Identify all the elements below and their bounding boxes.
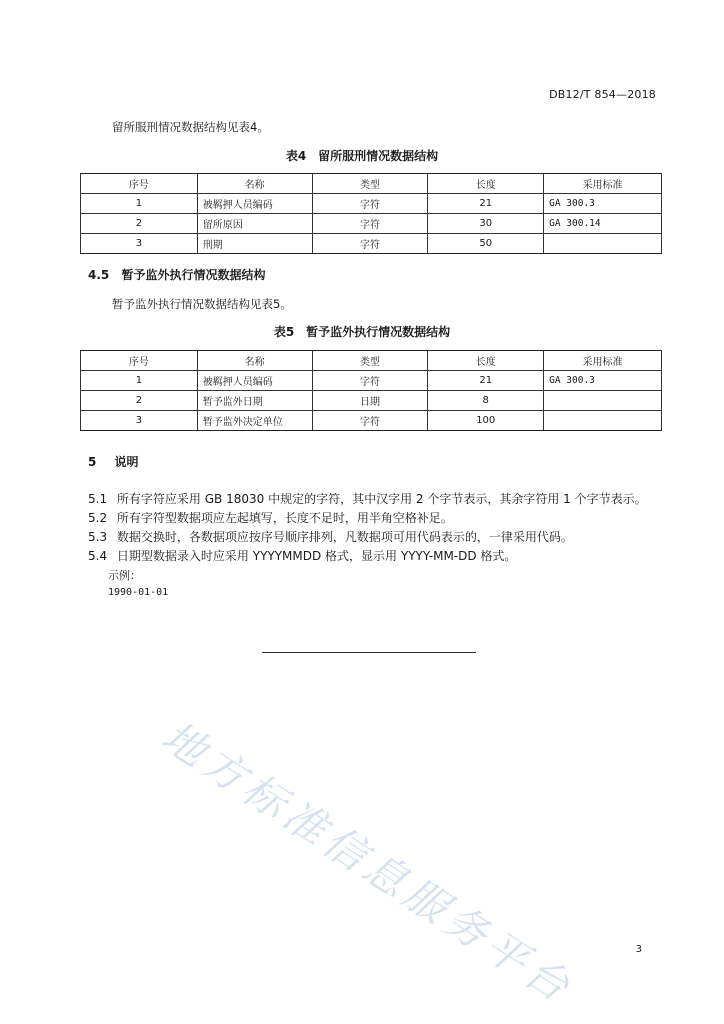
table-cell: 被羁押人员编码: [197, 371, 312, 391]
table5-intro: 暂予监外执行情况数据结构见表5。: [112, 297, 292, 311]
clause-number: 5.3: [88, 530, 108, 544]
column-header: 序号: [81, 174, 198, 194]
table-header-row: [81, 351, 662, 371]
table4-intro: 留所服刑情况数据结构见表4。: [112, 120, 269, 134]
section-title: 说明: [114, 455, 139, 469]
table-cell: 3: [81, 234, 198, 254]
table-cell: 8: [428, 391, 544, 411]
section-4-5-heading: [88, 266, 265, 283]
table-cell: 3: [81, 411, 198, 431]
example-label: 示例：: [108, 569, 141, 582]
table-cell: 留所原因: [197, 214, 312, 234]
table-cell: 暂予监外决定单位: [197, 411, 312, 431]
column-header: 采用标准: [544, 174, 662, 194]
watermark: 地方标准信息服务平台: [153, 711, 583, 1015]
table-cell: 1: [81, 194, 198, 214]
column-header: 类型: [312, 351, 428, 371]
section-5-heading: [88, 453, 139, 470]
table-cell: 被羁押人员编码: [197, 194, 312, 214]
page-number: 3: [635, 944, 642, 955]
table-row: [81, 214, 662, 234]
table-cell: 字符: [312, 214, 428, 234]
table-cell: 50: [428, 234, 544, 254]
column-header: 长度: [428, 351, 544, 371]
table5: [80, 350, 662, 431]
table-row: [81, 194, 662, 214]
clause-number: 5.1: [88, 492, 108, 506]
table-row: [81, 391, 662, 411]
table-header-row: [81, 174, 662, 194]
clause-5-4: [88, 547, 516, 564]
table-cell: GA 300.14: [544, 214, 662, 234]
clause-text: 数据交换时，各数据项应按序号顺序排列，凡数据项可用代码表示的，一律采用代码。: [116, 530, 573, 544]
table4: [80, 173, 662, 254]
clause-5-3: [88, 528, 573, 545]
table-cell: [544, 234, 662, 254]
section-number: 5: [88, 455, 97, 469]
clause-number: 5.4: [88, 549, 108, 563]
column-header: 名称: [197, 174, 312, 194]
table-row: [81, 411, 662, 431]
table-cell: 21: [428, 371, 544, 391]
clause-text: 所有字符型数据项应左起填写，长度不足时，用半角空格补足。: [116, 511, 453, 525]
table-cell: 100: [428, 411, 544, 431]
table5-caption: 表5 暂予监外执行情况数据结构: [273, 325, 451, 339]
column-header: 序号: [81, 351, 198, 371]
table-cell: 字符: [312, 194, 428, 214]
section-number: 4.5: [88, 268, 110, 282]
clause-5-1: [88, 490, 647, 507]
table-cell: 字符: [312, 411, 428, 431]
table4-caption: 表4 留所服刑情况数据结构: [285, 149, 439, 163]
table-row: [81, 371, 662, 391]
section-title: 暂予监外执行情况数据结构: [121, 268, 266, 282]
table-cell: 暂予监外日期: [197, 391, 312, 411]
document-code: DB12/T 854—2018: [549, 88, 656, 101]
table-cell: 字符: [312, 234, 428, 254]
column-header: 采用标准: [544, 351, 662, 371]
column-header: 长度: [428, 174, 544, 194]
column-header: 名称: [197, 351, 312, 371]
table-cell: 1: [81, 371, 198, 391]
table-cell: [544, 391, 662, 411]
clause-text: 所有字符应采用 GB 18030 中规定的字符，其中汉字用 2 个字节表示，其余字符用 1 个字节表示。: [116, 492, 647, 506]
table-cell: 21: [428, 194, 544, 214]
end-rule: [262, 652, 476, 653]
table-cell: 日期: [312, 391, 428, 411]
table-cell: 刑期: [197, 234, 312, 254]
example-value: 1990-01-01: [108, 587, 169, 598]
table-cell: [544, 411, 662, 431]
table-cell: GA 300.3: [544, 371, 662, 391]
clause-text: 日期型数据录入时应采用 YYYYMMDD 格式，显示用 YYYY-MM-DD 格式。: [116, 549, 517, 563]
table-cell: 字符: [312, 371, 428, 391]
clause-5-2: [88, 509, 453, 526]
table-row: [81, 234, 662, 254]
column-header: 类型: [312, 174, 428, 194]
table-cell: 2: [81, 214, 198, 234]
table-cell: 2: [81, 391, 198, 411]
clause-number: 5.2: [88, 511, 108, 525]
table-cell: GA 300.3: [544, 194, 662, 214]
table-cell: 30: [428, 214, 544, 234]
